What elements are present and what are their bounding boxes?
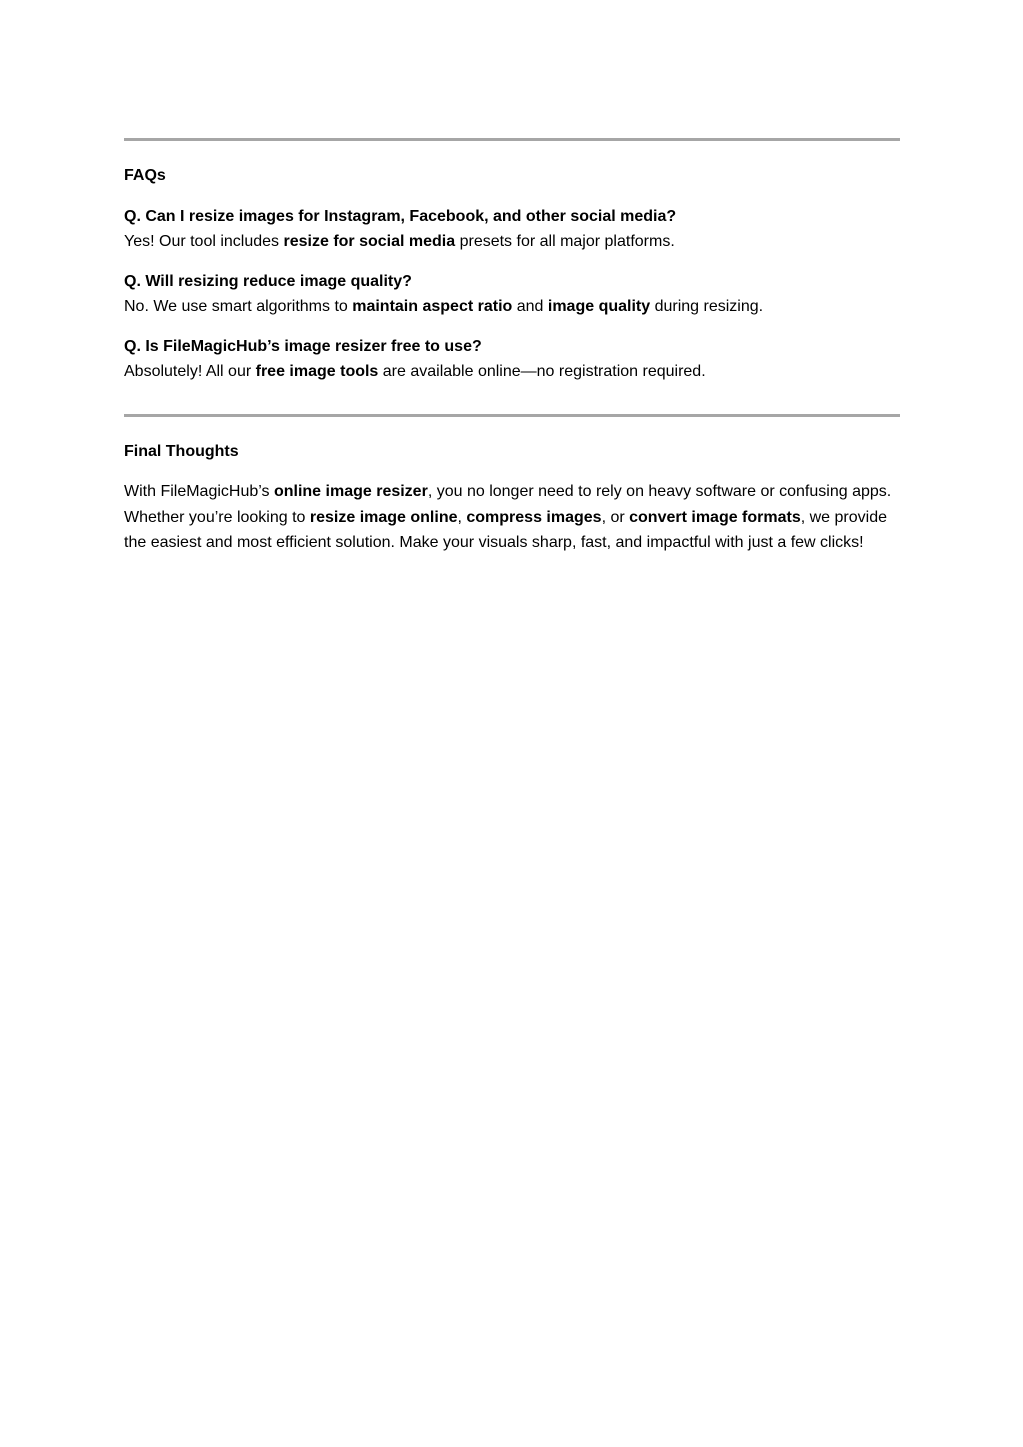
- text-run: Yes! Our tool includes: [124, 233, 284, 250]
- faq-question: Q. Can I resize images for Instagram, Facebook, and other social media?: [124, 208, 677, 225]
- faq-answer: [124, 359, 900, 384]
- text-run: No. We use smart algorithms to: [124, 298, 353, 315]
- bold-keyword: resize image online: [309, 508, 458, 526]
- faq-item: [124, 269, 900, 319]
- faq-question: Q. Will resizing reduce image quality?: [124, 273, 412, 290]
- section-divider: [124, 138, 900, 141]
- bold-keyword: resize for social media: [283, 233, 456, 250]
- text-run: Absolutely! All our: [124, 363, 256, 380]
- final-thoughts-heading: Final Thoughts: [124, 443, 239, 460]
- bold-keyword: convert image formats: [629, 508, 801, 526]
- bold-keyword: image quality: [547, 298, 651, 315]
- text-run: are available online—no registration required.: [378, 363, 706, 380]
- faq-heading: FAQs: [124, 167, 166, 184]
- bold-keyword: maintain aspect ratio: [352, 298, 513, 315]
- document-page: [124, 138, 900, 556]
- text-run: , we provide the easiest and most efficient solution. Make your visuals sharp, fast, and impactful with just a few clicks!: [124, 508, 887, 551]
- text-run: ,: [457, 508, 467, 526]
- faq-answer: [124, 229, 900, 254]
- faq-item: [124, 204, 900, 254]
- bold-keyword: compress images: [466, 508, 602, 526]
- section-divider: [124, 414, 900, 417]
- bold-keyword: free image tools: [255, 363, 379, 380]
- faq-question: Q. Is FileMagicHub’s image resizer free to use?: [124, 338, 482, 355]
- text-run: With FileMagicHub’s: [124, 483, 274, 500]
- faq-answer: [124, 294, 900, 319]
- final-thoughts-paragraph: [124, 479, 900, 556]
- text-run: presets for all major platforms.: [455, 233, 675, 250]
- faq-item: [124, 334, 900, 384]
- bold-keyword: online image resizer: [273, 483, 428, 500]
- text-run: , you no longer need to rely on heavy software or confusing apps. Whether you’re looking to: [124, 483, 892, 526]
- text-run: , or: [601, 508, 630, 526]
- text-run: and: [512, 298, 548, 315]
- text-run: during resizing.: [650, 298, 764, 315]
